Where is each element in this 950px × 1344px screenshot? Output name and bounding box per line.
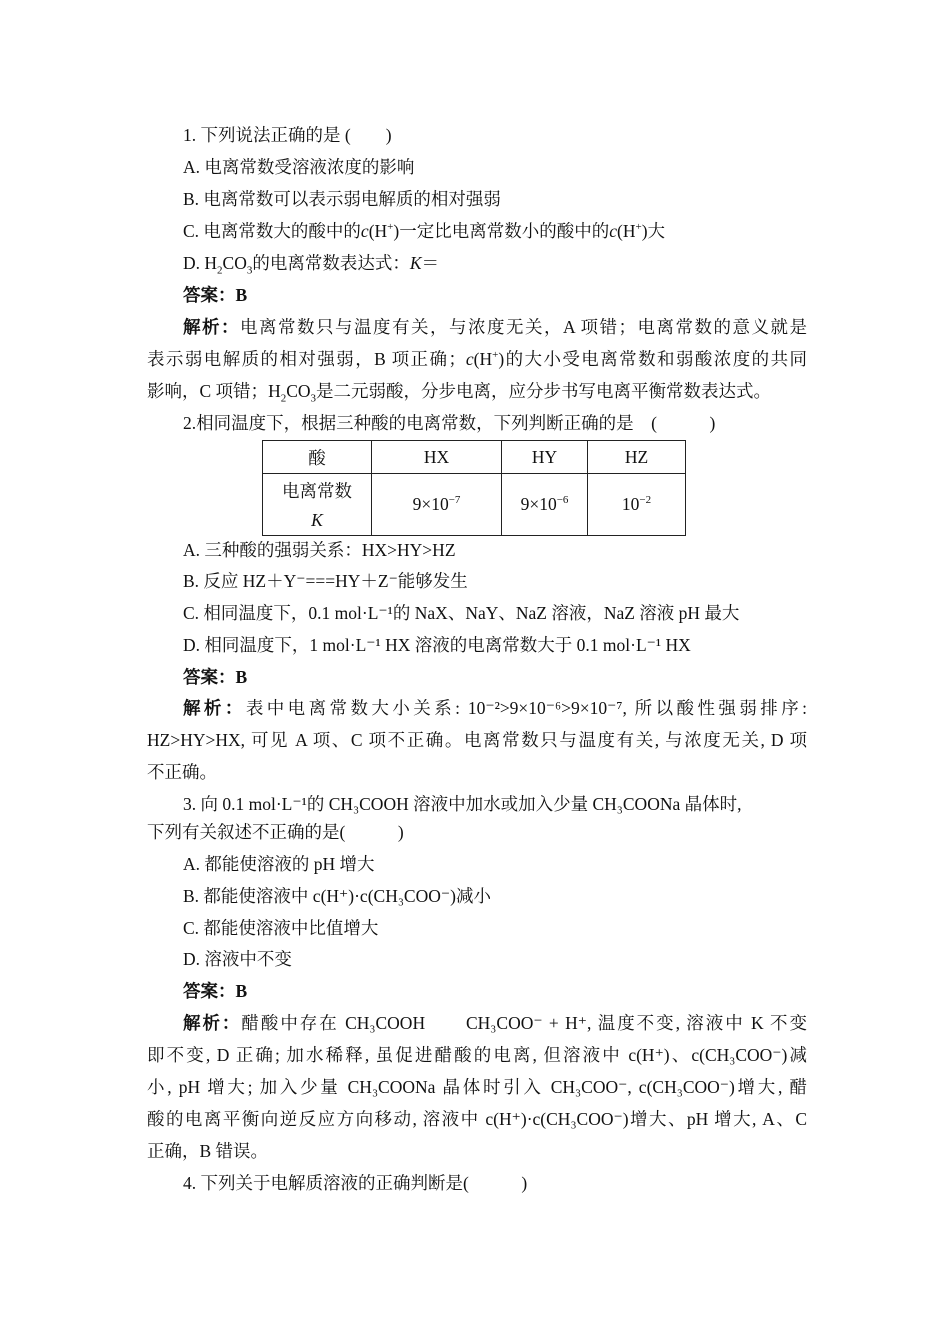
q1-option-b: B. 电离常数可以表示弱电解质的相对强弱 bbox=[183, 189, 501, 209]
q3-explanation-line2: 即不变, D 正确; 加水稀释, 虽促进醋酸的电离, 但溶液中 c(H⁺)、c(CH₃COO⁻)减 bbox=[147, 1045, 807, 1065]
q3-option-c: C. 都能使溶液中比值增大 bbox=[183, 918, 379, 938]
q1-option-a: A. 电离常数受溶液浓度的影响 bbox=[183, 157, 415, 177]
table-cell-hz-k: $10^{-2}$ bbox=[588, 474, 686, 536]
q1-option-d: D. $H_2CO_3$的电离常数表达式：K＝ bbox=[183, 253, 440, 277]
table-row-label: 电离常数 K bbox=[263, 474, 372, 536]
table-header-hx: HX bbox=[372, 441, 502, 474]
q2-explanation-line3: 不正确。 bbox=[147, 762, 217, 782]
q4-stem: 4. 下列关于电解质溶液的正确判断是( ) bbox=[183, 1173, 528, 1193]
q1-answer: 答案：B bbox=[183, 285, 248, 305]
q2-stem: 2.相同温度下，根据三种酸的电离常数，下列判断正确的是 ( ) bbox=[183, 413, 716, 433]
q3-stem-line2: 下列有关叙述不正确的是( ) bbox=[147, 822, 404, 842]
q2-option-c: C. 相同温度下，0.1 mol·L⁻¹的 NaX、NaY、NaZ 溶液，NaZ 溶液 pH 最大 bbox=[183, 603, 740, 623]
table-header-hy: HY bbox=[502, 441, 588, 474]
q1-stem: 1. 下列说法正确的是 ( ) bbox=[183, 125, 392, 145]
table-cell-hy-k: $9\times 10^{-6}$ bbox=[502, 474, 588, 536]
q2-option-a: A. 三种酸的强弱关系：HX>HY>HZ bbox=[183, 540, 456, 560]
q3-option-d: D. 溶液中不变 bbox=[183, 949, 292, 969]
q3-explanation-line3: 小, pH 增大; 加入少量 CH₃COONa 晶体时引入 CH₃COO⁻, c(CH₃COO⁻)增大, 醋 bbox=[147, 1077, 807, 1097]
q1-option-c: C. 电离常数大的酸中的c(H+)一定比电离常数小的酸中的c(H+)大 bbox=[183, 221, 666, 241]
q2-answer: 答案：B bbox=[183, 667, 248, 687]
q3-explanation-line5: 正确，B 错误。 bbox=[147, 1141, 269, 1161]
q1-explanation-line1: 解析：电离常数只与温度有关，与浓度无关，A 项错；电离常数的意义就是 bbox=[183, 317, 808, 337]
q1-explanation-line2: 表示弱电解质的相对强弱，B 项正确；c(H+)的大小受电离常数和弱酸浓度的共同 bbox=[147, 349, 807, 369]
q3-stem-line1: 3. 向 0.1 mol·L⁻¹的 CH₃COOH 溶液中加水或加入少量 CH₃COONa 晶体时, bbox=[183, 794, 742, 814]
ionization-constant-table bbox=[262, 440, 686, 536]
q1-explanation-line3: 影响，C 项错；$H_2CO_3$是二元弱酸，分步电离，应分步书写电离平衡常数表达式。 bbox=[147, 381, 772, 405]
table-header-hz: HZ bbox=[588, 441, 686, 474]
table-header-acid: 酸 bbox=[263, 441, 372, 474]
q2-explanation-line1: 解析：表中电离常数大小关系: 10⁻²>9×10⁻⁶>9×10⁻⁷, 所以酸性强弱排序: bbox=[183, 698, 807, 718]
q3-option-a: A. 都能使溶液的 pH 增大 bbox=[183, 854, 375, 874]
q3-explanation-line1: 解析：醋酸中存在 CH₃COOH CH₃COO⁻ + H⁺, 温度不变, 溶液中 K 不变 bbox=[183, 1013, 807, 1033]
table-cell-hx-k: $9\times 10^{-7}$ bbox=[372, 474, 502, 536]
q2-option-d: D. 相同温度下，1 mol·L⁻¹ HX 溶液的电离常数大于 0.1 mol·L⁻¹ HX bbox=[183, 635, 691, 655]
q2-explanation-line2: HZ>HY>HX, 可见 A 项、C 项不正确。电离常数只与温度有关, 与浓度无关, D 项 bbox=[147, 730, 807, 750]
q3-answer: 答案：B bbox=[183, 981, 248, 1001]
q2-option-b: B. 反应 HZ＋Y⁻===HY＋Z⁻能够发生 bbox=[183, 571, 468, 591]
q3-explanation-line4: 酸的电离平衡向逆反应方向移动, 溶液中 c(H⁺)·c(CH₃COO⁻)增大、pH 增大, A、C bbox=[147, 1109, 807, 1129]
q3-option-b: B. 都能使溶液中 c(H⁺)·c(CH₃COO⁻)减小 bbox=[183, 886, 491, 906]
